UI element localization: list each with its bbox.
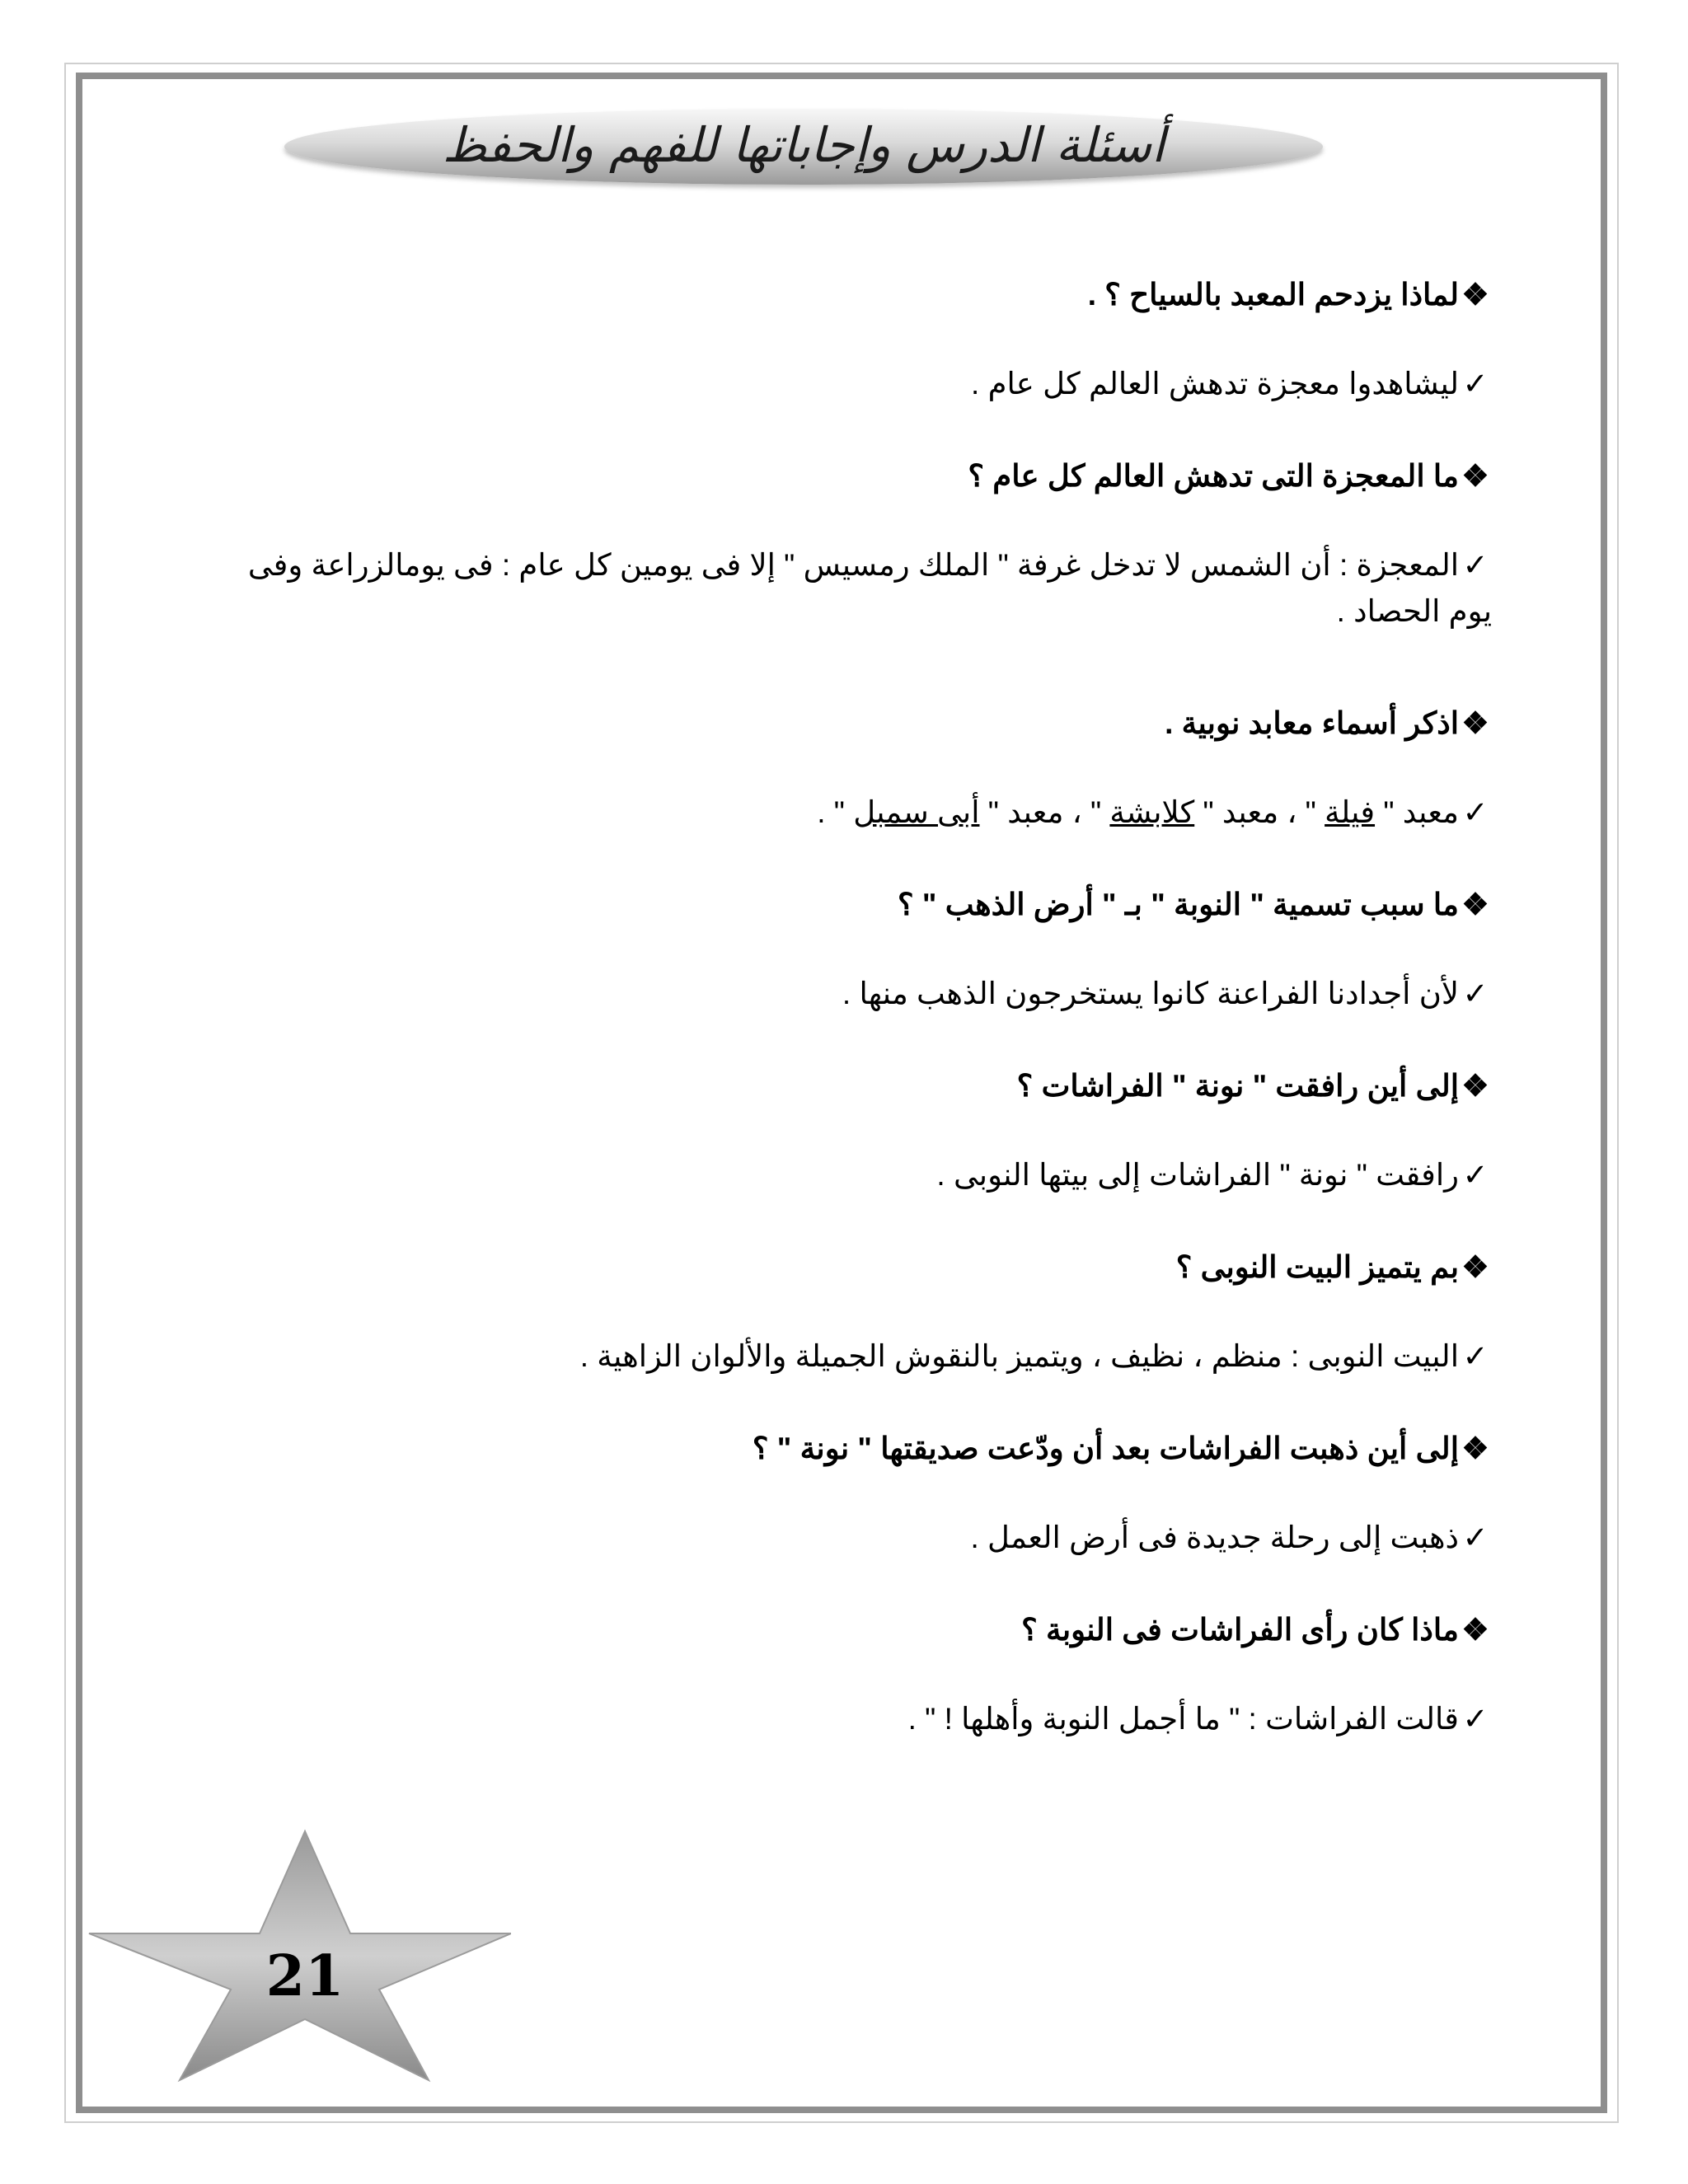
checkmark-icon: ✓ [1462, 977, 1489, 1010]
answer-text: ذهبت إلى رحلة جديدة فى أرض العمل . [970, 1521, 1459, 1554]
diamond-bullet-icon: ❖ [1461, 1069, 1489, 1103]
answer-1 [206, 353, 1492, 443]
question-1 [206, 262, 1492, 353]
page-number: 21 [265, 1943, 345, 2009]
checkmark-icon: ✓ [1462, 367, 1489, 401]
diamond-bullet-icon: ❖ [1461, 706, 1489, 740]
answer-text: البيت النوبى : منظم ، نظيف ، ويتميز بالنقوش الجميلة والألوان الزاهية . [579, 1339, 1459, 1373]
answer-text: لأن أجدادنا الفراعنة كانوا يستخرجون الذهب منها . [842, 977, 1459, 1010]
checkmark-icon: ✓ [1462, 548, 1489, 582]
answer-6 [206, 1325, 1492, 1416]
question-2 [206, 443, 1492, 534]
qa-list [206, 262, 1492, 1779]
question-text: إلى أين ذهبت الفراشات بعد أن ودّعت صديقتها " نونة " ؟ [752, 1432, 1459, 1465]
question-5 [206, 1053, 1492, 1144]
answer-text: ليشاهدوا معجزة تدهش العالم كل عام . [971, 367, 1459, 401]
answer-text-part: " ، معبد " [1194, 795, 1325, 829]
question-text: بم يتميز البيت النوبى ؟ [1175, 1250, 1459, 1284]
answer-2 [206, 534, 1492, 691]
question-6 [206, 1235, 1492, 1325]
temple-name-philae: فيلة [1325, 795, 1376, 829]
diamond-bullet-icon: ❖ [1461, 888, 1489, 921]
diamond-bullet-icon: ❖ [1461, 1613, 1489, 1647]
answer-text: رافقت " نونة " الفراشات إلى بيتها النوبى . [936, 1158, 1459, 1192]
checkmark-icon: ✓ [1462, 795, 1489, 829]
checkmark-icon: ✓ [1462, 1158, 1489, 1192]
answer-text: قالت الفراشات : " ما أجمل النوبة وأهلها ! " . [907, 1702, 1459, 1736]
question-3 [206, 691, 1492, 781]
question-text: ما المعجزة التى تدهش العالم كل عام ؟ [968, 459, 1459, 493]
checkmark-icon: ✓ [1462, 1521, 1489, 1554]
question-text: ما سبب تسمية " النوبة " بـ " أرض الذهب " ؟ [898, 888, 1459, 921]
page-title: أسئلة الدرس وإجاباتها للفهم والحفظ [442, 117, 1165, 173]
answer-text-part: " ، معبد " [979, 795, 1110, 829]
question-text: لماذا يزدحم المعبد بالسياح ؟ . [1087, 278, 1459, 312]
diamond-bullet-icon: ❖ [1461, 1250, 1489, 1284]
checkmark-icon: ✓ [1462, 1702, 1489, 1736]
answer-text-continued: الزراعة وفى يوم الحصاد . [247, 548, 1492, 628]
diamond-bullet-icon: ❖ [1461, 459, 1489, 493]
answer-7 [206, 1507, 1492, 1597]
answer-8 [206, 1688, 1492, 1779]
answer-text-part: معبد " [1375, 795, 1459, 829]
answer-text: المعجزة : أن الشمس لا تدخل غرفة " الملك رمسيس " إلا فى يومين كل عام : فى يوم [404, 548, 1459, 582]
question-8 [206, 1597, 1492, 1688]
question-4 [206, 872, 1492, 963]
question-7 [206, 1416, 1492, 1507]
temple-name-kalabsha: كلابشة [1109, 795, 1195, 829]
diamond-bullet-icon: ❖ [1461, 278, 1489, 312]
question-text: إلى أين رافقت " نونة " الفراشات ؟ [1016, 1069, 1459, 1103]
question-text: ماذا كان رأى الفراشات فى النوبة ؟ [1021, 1613, 1459, 1647]
answer-text-part: " . [817, 795, 854, 829]
diamond-bullet-icon: ❖ [1461, 1432, 1489, 1465]
question-text: اذكر أسماء معابد نوبية . [1165, 706, 1459, 740]
answer-5 [206, 1144, 1492, 1235]
answer-3 [206, 781, 1492, 872]
answer-4 [206, 963, 1492, 1053]
temple-name-abu-simbel: أبى سمبل [853, 795, 980, 829]
checkmark-icon: ✓ [1462, 1339, 1489, 1373]
